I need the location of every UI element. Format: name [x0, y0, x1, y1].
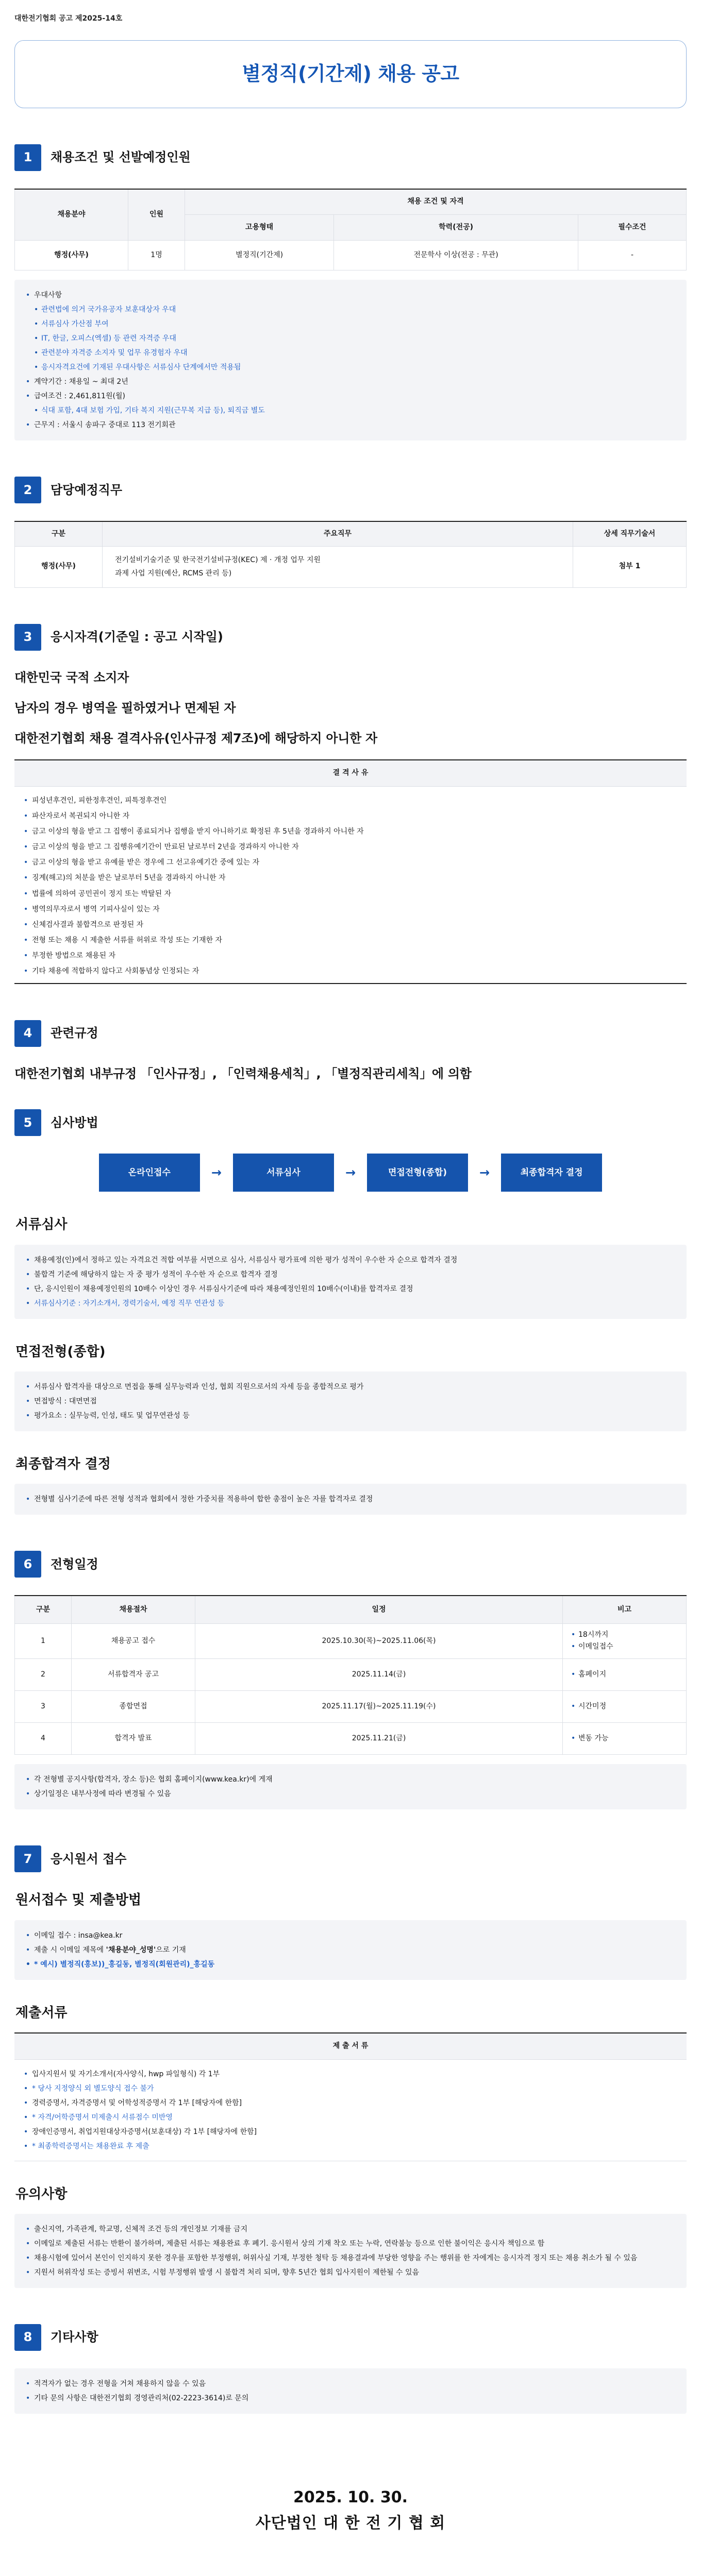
caution-item: • 출신지역, 가족관계, 학교명, 신체적 조건 등의 개인정보 기재를 금지 — [26, 2222, 675, 2236]
docs-title: 제출서류 — [14, 2003, 687, 2023]
apply-example: • * 예시) 별정직(홍보))_홍길동, 별정직(회원관리)_홍길동 — [26, 1957, 675, 1972]
section-number: 6 — [14, 1551, 41, 1578]
page-title: 별정직(기간제) 채용 공고 — [242, 62, 459, 86]
schedule-notes — [14, 1764, 687, 1809]
caution-item: • 이메일로 제출된 서류는 반환이 불가하며, 제출된 서류는 채용완료 후 폐기. 응시원서 상의 기재 착오 또는 누락, 연락불능 등으로 인한 불이익은 응시자 책임으로 함 — [26, 2236, 675, 2251]
cell-step: 채용공고 접수 — [72, 1623, 195, 1659]
apply-title: 원서접수 및 제출방법 — [14, 1890, 687, 1910]
table-row — [15, 1659, 687, 1691]
footer — [14, 2486, 687, 2536]
pref-item: • 관련법에 의거 국가유공자 보훈대상자 우대 — [26, 302, 675, 317]
doc-review-item: • 불합격 기준에 해당하지 않는 자 중 평가 성적이 우수한 자 순으로 합격자 결정 — [26, 1267, 675, 1282]
section-5-header — [14, 1109, 687, 1136]
th-duty: 주요직무 — [103, 521, 573, 546]
cell-no: 1 — [15, 1623, 72, 1659]
section-3-header — [14, 624, 687, 651]
doc-review-box — [14, 1245, 687, 1319]
interview-box — [14, 1371, 687, 1431]
th-note: 비고 — [563, 1596, 687, 1623]
disqualification-header: 결 격 사 유 — [14, 760, 687, 787]
qualification: 대한전기협회 채용 결격사유(인사규정 제7조)에 해당하지 아니한 자 — [14, 731, 377, 746]
interview-title: 면접전형(종합) — [14, 1342, 687, 1362]
final-box — [14, 1484, 687, 1515]
th-cond: 채용 조건 및 자격 — [185, 189, 687, 215]
duty-table — [14, 521, 687, 588]
section-8-header — [14, 2324, 687, 2351]
disqualification-list — [14, 787, 687, 983]
table-row — [15, 1723, 687, 1755]
th-field: 채용분야 — [15, 189, 128, 241]
pref-title: • 우대사항 — [26, 288, 675, 302]
section-number: 5 — [14, 1109, 41, 1136]
disqualification-item: • 법률에 의하여 공민권이 정지 또는 박탈된 자 — [24, 886, 677, 902]
section-title: 관련규정 — [51, 1026, 98, 1041]
docs-note: • * 최종학력증명서는 채용완료 후 제출 — [24, 2139, 677, 2154]
section-7-header — [14, 1845, 687, 1872]
note-item: • 홈페이지 — [571, 1669, 681, 1681]
apply-subject — [26, 1943, 675, 1957]
note-item: • 시간미정 — [571, 1701, 681, 1713]
td-field: 행정(사무) — [15, 241, 128, 270]
section-title: 심사방법 — [51, 1115, 98, 1130]
footer-org: 사단법인 대 한 전 기 협 회 — [255, 2514, 446, 2533]
pref-item: • IT, 한글, 오피스(엑셀) 등 관련 자격증 우대 — [26, 331, 675, 346]
caution-item: • 지원서 허위작성 또는 증빙서 위변조, 시험 부정행위 발생 시 불합격 처리 되며, 향후 5년간 협회 입사지원이 제한될 수 있음 — [26, 2265, 675, 2280]
flow-step-interview: 면접전형(종합) — [367, 1154, 468, 1192]
section-number: 7 — [14, 1845, 41, 1872]
section-2-header — [14, 477, 687, 503]
contract-period: • 계약기간 : 채용일 ~ 최대 2년 — [26, 375, 675, 389]
disqualification-item: • 파산자로서 복권되지 아니한 자 — [24, 808, 677, 824]
td-count: 1명 — [128, 241, 185, 270]
th-cat: 구분 — [15, 521, 103, 546]
section-number: 2 — [14, 477, 41, 503]
arrow-right-icon: → — [211, 1165, 222, 1180]
caution-item: • 채용시험에 있어서 본인이 인지하지 못한 경우를 포함한 부정행위, 허위사실 기재, 부정한 청탁 등 채용결과에 부당한 영향을 주는 행위를 한 자에게는 응시자격 정지 또는 채용 취소가 될 수 있음 — [26, 2251, 675, 2265]
interview-item: • 면접방식 : 대면면접 — [26, 1394, 675, 1409]
pref-item: • 서류심사 가산점 부여 — [26, 317, 675, 331]
recruit-table — [14, 189, 687, 271]
disqualification-item: • 부정한 방법으로 채용된 자 — [24, 948, 677, 963]
conditions-box — [14, 280, 687, 440]
th-no: 구분 — [15, 1596, 72, 1623]
notice-number: 대한전기협회 공고 제2025-14호 — [14, 14, 123, 23]
apply-box — [14, 1920, 687, 1980]
disqualification-item: • 전형 또는 채용 시 제출한 서류를 허위로 작성 또는 기재한 자 — [24, 933, 677, 948]
cell-date: 2025.11.17(월)~2025.11.19(수) — [195, 1691, 563, 1723]
td-degree: 전문학사 이상(전공 : 무관) — [334, 241, 578, 270]
interview-item: • 서류심사 합격자를 대상으로 면접을 통해 실무능력과 인성, 협회 직원으로서의 자세 등을 종합적으로 평가 — [26, 1380, 675, 1394]
qualification: 남자의 경우 병역을 필하였거나 면제된 자 — [14, 700, 236, 715]
benefit: • 식대 포함, 4대 보험 가입, 기타 복지 지원(근무복 지급 등), 퇴직금 별도 — [26, 403, 675, 418]
docs-note: • * 자격/어학증명서 미제출시 서류점수 미반영 — [24, 2110, 677, 2125]
section-number: 4 — [14, 1020, 41, 1047]
section-number: 1 — [14, 144, 41, 171]
doc-review-item: • 채용예정(인)에서 정하고 있는 자격요건 적합 여부를 서면으로 심사, 서류심사 평가표에 의한 평가 성적이 우수한 자 순으로 합격자 결정 — [26, 1253, 675, 1267]
th-degree: 학력(전공) — [334, 215, 578, 241]
cell-step: 서류합격자 공고 — [72, 1659, 195, 1691]
disqualification-item: • 기타 채용에 적합하지 않다고 사회통념상 인정되는 자 — [24, 963, 677, 979]
title-box — [14, 40, 687, 108]
th-type: 고용형태 — [185, 215, 334, 241]
schedule-note: • 각 전형별 공지사항(합격자, 장소 등)은 협회 홈페이지(www.kea.kr)에 게재 — [26, 1772, 675, 1787]
table-row — [15, 1691, 687, 1723]
disqualification-box — [14, 759, 687, 984]
section-title: 응시원서 접수 — [51, 1851, 127, 1866]
doc-review-title: 서류심사 — [14, 1214, 687, 1235]
cell-note — [563, 1659, 687, 1691]
docs-item: • 경력증명서, 자격증명서 및 어학성적증명서 각 1부 [해당자에 한함] — [24, 2096, 677, 2110]
others-item: • 적격자가 없는 경우 전형을 거쳐 채용하지 않을 수 있음 — [26, 2377, 675, 2391]
footer-date: 2025. 10. 30. — [293, 2488, 408, 2506]
process-flow — [14, 1154, 687, 1192]
section-title: 기타사항 — [51, 2330, 98, 2345]
section-title: 전형일정 — [51, 1556, 98, 1571]
subject-pre: 제출 시 이메일 제목에 — [34, 1945, 106, 1954]
schedule-table — [14, 1595, 687, 1755]
cell-step: 종합면접 — [72, 1691, 195, 1723]
disqualification-item: • 금고 이상의 형을 받고 그 집행유예기간이 만료된 날로부터 2년을 경과하지 아니한 자 — [24, 839, 677, 855]
note-item: • 이메일접수 — [571, 1641, 681, 1653]
flow-step-final: 최종합격자 결정 — [501, 1154, 602, 1192]
cautions-box — [14, 2214, 687, 2288]
td-detail: 첨부 1 — [573, 546, 687, 587]
arrow-right-icon: → — [345, 1165, 356, 1180]
regulation-text: 대한전기협회 내부규정 「인사규정」, 「인력채용세칙」, 「별정직관리세칙」에 의함 — [14, 1066, 472, 1081]
section-1-header — [14, 144, 687, 171]
doc-review-item: • 단, 응시인원이 채용예정인원의 10배수 이상인 경우 서류심사기준에 따라 채용예정인원의 10배수(이내)를 합격자로 결정 — [26, 1282, 675, 1296]
disqualification-item: • 금고 이상의 형을 받고 유예를 받은 경우에 그 선고유예기간 중에 있는 자 — [24, 855, 677, 870]
docs-box — [14, 2032, 687, 2161]
cell-no: 2 — [15, 1659, 72, 1691]
cell-date: 2025.11.21(금) — [195, 1723, 563, 1755]
section-number: 8 — [14, 2324, 41, 2351]
docs-note: • * 당사 지정양식 외 별도양식 접수 불가 — [24, 2081, 677, 2096]
cell-note — [563, 1623, 687, 1659]
disqualification-item: • 병역의무자로서 병역 기피사실이 있는 자 — [24, 902, 677, 917]
section-title: 담당예정직무 — [51, 482, 123, 497]
cell-no: 3 — [15, 1691, 72, 1723]
section-number: 3 — [14, 624, 41, 651]
cell-note — [563, 1723, 687, 1755]
disqualification-item: • 신체검사결과 불합격으로 판정된 자 — [24, 917, 677, 933]
section-4-header — [14, 1020, 687, 1047]
th-req: 필수조건 — [578, 215, 687, 241]
pref-item: • 응시자격요건에 기재된 우대사항은 서류심사 단계에서만 적용됨 — [26, 360, 675, 375]
cell-date: 2025.11.14(금) — [195, 1659, 563, 1691]
cell-no: 4 — [15, 1723, 72, 1755]
docs-item: • 장애인증명서, 취업지원대상자증명서(보훈대상) 각 1부 [해당자에 한함] — [24, 2125, 677, 2139]
table-row — [15, 1623, 687, 1659]
disqualification-item: • 금고 이상의 형을 받고 그 집행이 종료되거나 집행을 받지 아니하기로 확정된 후 5년을 경과하지 아니한 자 — [24, 824, 677, 839]
pref-item: • 관련분야 자격증 소지자 및 업무 유경험자 우대 — [26, 346, 675, 360]
qualification: 대한민국 국적 소지자 — [14, 670, 129, 685]
doc-review-note: • 서류심사기준 : 자기소개서, 경력기술서, 예정 직무 연관성 등 — [26, 1296, 675, 1311]
apply-email: • 이메일 접수 : insa@kea.kr — [26, 1928, 675, 1943]
note-item: • 18시까지 — [571, 1629, 681, 1641]
cautions-title: 유의사항 — [14, 2184, 687, 2205]
salary: • 급여조건 : 2,461,811원(월) — [26, 389, 675, 403]
th-step: 채용절차 — [72, 1596, 195, 1623]
th-count: 인원 — [128, 189, 185, 241]
others-item: • 기타 문의 사항은 대한전기협회 경영관리처(02-2223-3614)로 문의 — [26, 2391, 675, 2405]
docs-header: 제 출 서 류 — [14, 2033, 687, 2060]
th-date: 일정 — [195, 1596, 563, 1623]
cell-note — [563, 1691, 687, 1723]
location: • 근무지 : 서울시 송파구 중대로 113 전기회관 — [26, 418, 675, 432]
duty-item: 과제 사업 지원(예산, RCMS 관리 등) — [115, 569, 232, 578]
th-detail: 상세 직무기술서 — [573, 521, 687, 546]
schedule-note: • 상기일정은 내부사정에 따라 변경될 수 있음 — [26, 1787, 675, 1801]
subject-post: 으로 기재 — [156, 1945, 186, 1954]
flow-step-docs: 서류심사 — [233, 1154, 334, 1192]
subject-bold: '채용분야_성명' — [106, 1945, 156, 1954]
final-item: • 전형별 심사기준에 따른 전형 성적과 협회에서 정한 가중치를 적용하여 합한 총점이 높은 자를 합격자로 결정 — [26, 1492, 675, 1506]
flow-step-online: 온라인접수 — [99, 1154, 200, 1192]
disqualification-item: • 징계(해고)의 처분을 받은 날로부터 5년을 경과하지 아니한 자 — [24, 870, 677, 886]
section-title: 응시자격(기준일 : 공고 시작일) — [51, 630, 223, 645]
others-box — [14, 2368, 687, 2414]
note-item: • 변동 가능 — [571, 1733, 681, 1745]
td-req: - — [578, 241, 687, 270]
td-type: 별정직(기간제) — [185, 241, 334, 270]
td-cat: 행정(사무) — [15, 546, 103, 587]
final-title: 최종합격자 결정 — [14, 1454, 687, 1475]
docs-item: • 입사지원서 및 자기소개서(자사양식, hwp 파일형식) 각 1부 — [24, 2067, 677, 2081]
section-6-header — [14, 1551, 687, 1578]
arrow-right-icon: → — [479, 1165, 490, 1180]
cell-date: 2025.10.30(목)~2025.11.06(목) — [195, 1623, 563, 1659]
disqualification-item: • 피성년후견인, 피한정후견인, 피특정후견인 — [24, 793, 677, 808]
section-title: 채용조건 및 선발예정인원 — [51, 150, 191, 165]
duty-item: 전기설비기술기준 및 한국전기설비규정(KEC) 제 · 개정 업무 지원 — [115, 555, 321, 564]
cell-step: 합격자 발표 — [72, 1723, 195, 1755]
td-duties — [103, 546, 573, 587]
interview-item: • 평가요소 : 실무능력, 인성, 태도 및 업무연관성 등 — [26, 1409, 675, 1423]
